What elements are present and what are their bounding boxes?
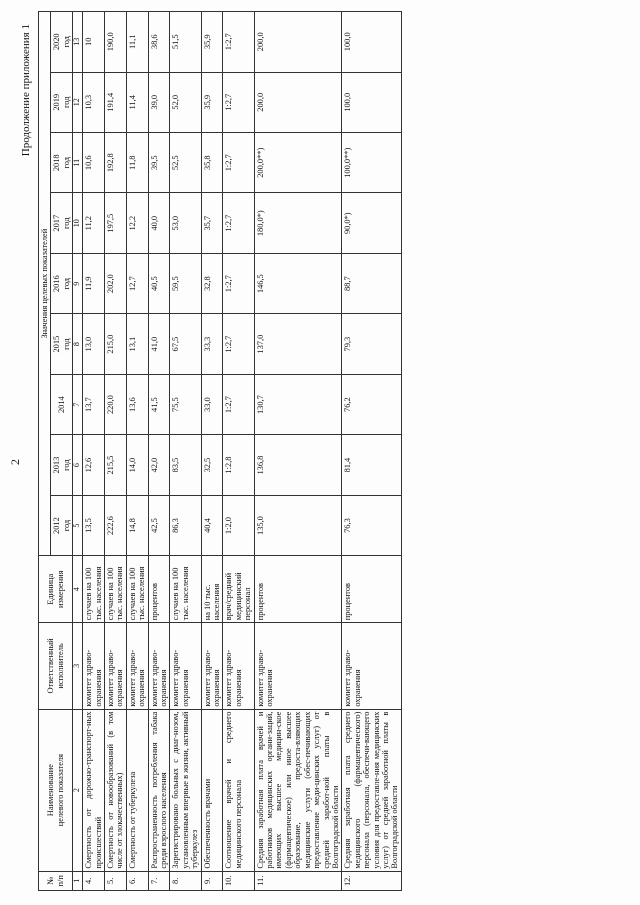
indicator-value: 83,5 <box>170 435 201 495</box>
column-number: 13 <box>73 12 83 73</box>
header-values-group: Значения целевых показателей <box>39 12 51 556</box>
indicator-value: 11,1 <box>126 12 148 73</box>
indicator-value: 137,0 <box>254 314 342 374</box>
indicator-value: 190,0 <box>104 12 126 73</box>
table-row <box>104 12 126 891</box>
executor: комитет здраво-охранения <box>170 623 201 709</box>
row-number: 4. <box>83 871 105 890</box>
indicator-value: 191,4 <box>104 72 126 132</box>
column-number: 12 <box>73 72 83 132</box>
indicator-value: 13,6 <box>126 374 148 434</box>
indicator-value: 1:2,7 <box>223 193 254 253</box>
indicator-value: 76,3 <box>342 495 401 555</box>
executor: комитет здраво-охранения <box>342 623 401 709</box>
indicator-value: 10,6 <box>83 133 105 193</box>
executor: комитет здраво-охранения <box>83 623 105 709</box>
row-number: 10. <box>223 871 254 890</box>
executor: комитет здраво-охранения <box>104 623 126 709</box>
header-name: Наименование целевого показателя <box>39 709 73 871</box>
indicator-value: 200,0 <box>254 12 342 73</box>
header-year: 2012 год <box>51 495 73 555</box>
row-number: 6. <box>126 871 148 890</box>
indicator-name: Смертность от туберкулеза <box>126 709 148 871</box>
indicator-value: 42,0 <box>148 435 170 495</box>
unit: случаев на 100 тыс. населения <box>83 556 105 623</box>
indicator-name: Зарегистрировано больных с диаг-нозом, установленным впервые в жизни, активный туберкулез <box>170 709 201 871</box>
row-number: 9. <box>201 871 223 890</box>
header-num: № п/п <box>39 871 73 890</box>
executor: комитет здраво-охранения <box>201 623 223 709</box>
indicator-value: 1:2,7 <box>223 253 254 313</box>
indicator-value: 220,0 <box>104 374 126 434</box>
indicator-name: Средняя заработная плата врачей и работников медицинских органи-заций, имеющих высшее медицин-ское (фармацевтическое) или иное высшее образование, предоста-вляющих медицинские услуги (обес-печивающих предоставление меди-цинских услуг) от средней заработ-ной платы в Волгоградской области <box>254 709 342 871</box>
indicator-value: 53,0 <box>170 193 201 253</box>
indicator-value: 67,5 <box>170 314 201 374</box>
unit: случаев на 100 тыс. населения <box>170 556 201 623</box>
indicator-value: 40,4 <box>201 495 223 555</box>
indicator-value: 42,5 <box>148 495 170 555</box>
header-executor: Ответственный исполнитель <box>39 623 73 709</box>
executor: комитет здраво-охранения <box>126 623 148 709</box>
table-row <box>148 12 170 891</box>
indicator-value: 11,2 <box>83 193 105 253</box>
table-row <box>254 12 342 891</box>
indicator-value: 202,0 <box>104 253 126 313</box>
indicator-value: 13,1 <box>126 314 148 374</box>
table-row <box>201 12 223 891</box>
column-number: 5 <box>73 495 83 555</box>
indicator-value: 35,8 <box>201 133 223 193</box>
unit: врач/средний медицинский персонал <box>223 556 254 623</box>
indicator-value: 32,8 <box>201 253 223 313</box>
indicator-value: 12,7 <box>126 253 148 313</box>
indicator-value: 130,7 <box>254 374 342 434</box>
executor: комитет здраво-охранения <box>223 623 254 709</box>
column-number: 2 <box>73 709 83 871</box>
indicator-value: 39,5 <box>148 133 170 193</box>
indicator-value: 86,3 <box>170 495 201 555</box>
indicator-value: 180,0*) <box>254 193 342 253</box>
indicator-value: 13,5 <box>83 495 105 555</box>
indicator-value: 100,0 <box>342 72 401 132</box>
table-body <box>83 12 402 891</box>
indicator-value: 1:2,7 <box>223 314 254 374</box>
indicator-value: 35,7 <box>201 193 223 253</box>
header-year: 2020 год <box>51 12 73 73</box>
indicator-value: 11,4 <box>126 72 148 132</box>
column-number: 11 <box>73 133 83 193</box>
column-number: 7 <box>73 374 83 434</box>
column-number: 4 <box>73 556 83 623</box>
indicator-value: 35,9 <box>201 12 223 73</box>
indicator-value: 1:2,0 <box>223 495 254 555</box>
indicator-value: 215,5 <box>104 435 126 495</box>
unit: процентов <box>254 556 342 623</box>
indicator-value: 79,3 <box>342 314 401 374</box>
indicator-value: 40,0 <box>148 193 170 253</box>
indicator-name: Распространенность потребления табака среди взрослого населения <box>148 709 170 871</box>
unit: случаев на 100 тыс. населения <box>104 556 126 623</box>
indicator-value: 75,5 <box>170 374 201 434</box>
indicators-table <box>38 11 402 891</box>
header-row-1 <box>39 12 51 891</box>
indicator-value: 90,0*) <box>342 193 401 253</box>
header-year: 2017 год <box>51 193 73 253</box>
indicator-value: 35,9 <box>201 72 223 132</box>
indicator-value: 192,8 <box>104 133 126 193</box>
indicator-name: Средняя заработная плата среднего медицинского (фармацевтического) персонала (персонала, обеспечи-вающего условия для предоставле-ния медицинских услуг) от средней заработной платы в Волгоградской области <box>342 709 401 871</box>
column-number: 9 <box>73 253 83 313</box>
unit: процентов <box>148 556 170 623</box>
indicator-value: 11,8 <box>126 133 148 193</box>
indicator-value: 81,4 <box>342 435 401 495</box>
indicator-value: 14,0 <box>126 435 148 495</box>
header-unit: Единица измерения <box>39 556 73 623</box>
indicator-value: 52,5 <box>170 133 201 193</box>
indicator-value: 39,0 <box>148 72 170 132</box>
indicator-value: 10 <box>83 12 105 73</box>
page-number: 2 <box>8 459 22 465</box>
column-number: 8 <box>73 314 83 374</box>
indicator-value: 1:2,7 <box>223 72 254 132</box>
indicator-value: 76,2 <box>342 374 401 434</box>
indicator-value: 1:2,7 <box>223 12 254 73</box>
table-row <box>126 12 148 891</box>
indicator-value: 41,0 <box>148 314 170 374</box>
indicator-value: 32,5 <box>201 435 223 495</box>
header-year: 2016 год <box>51 253 73 313</box>
unit: случаев на 100 тыс. населения <box>126 556 148 623</box>
indicator-value: 135,0 <box>254 495 342 555</box>
indicator-value: 38,6 <box>148 12 170 73</box>
unit: процентов <box>342 556 401 623</box>
table-row <box>223 12 254 891</box>
row-number: 12. <box>342 871 401 890</box>
indicator-name: Обеспеченность врачами <box>201 709 223 871</box>
header-year: 2019 год <box>51 72 73 132</box>
column-number: 3 <box>73 623 83 709</box>
column-numbers-row <box>73 12 83 891</box>
column-number: 6 <box>73 435 83 495</box>
indicator-value: 222,6 <box>104 495 126 555</box>
indicator-value: 200,0**) <box>254 133 342 193</box>
indicator-value: 12,2 <box>126 193 148 253</box>
column-number: 10 <box>73 193 83 253</box>
indicator-value: 59,5 <box>170 253 201 313</box>
row-number: 11. <box>254 871 342 890</box>
indicator-value: 146,5 <box>254 253 342 313</box>
indicator-name: Смертность от новообразований (в том числе от злокачественных) <box>104 709 126 871</box>
indicator-value: 100,0 <box>342 12 401 73</box>
indicator-value: 13,0 <box>83 314 105 374</box>
indicator-value: 200,0 <box>254 72 342 132</box>
indicator-value: 33,0 <box>201 374 223 434</box>
row-number: 8. <box>170 871 201 890</box>
table-row <box>170 12 201 891</box>
indicator-value: 215,0 <box>104 314 126 374</box>
indicator-value: 51,5 <box>170 12 201 73</box>
indicator-value: 1:2,7 <box>223 374 254 434</box>
header-year: 2013 год <box>51 435 73 495</box>
indicator-value: 1:2,8 <box>223 435 254 495</box>
row-number: 5. <box>104 871 126 890</box>
table-row <box>342 12 401 891</box>
indicator-value: 40,5 <box>148 253 170 313</box>
indicator-value: 33,3 <box>201 314 223 374</box>
unit: на 10 тыс. населения <box>201 556 223 623</box>
header-year: 2014 <box>51 374 73 434</box>
executor: комитет здраво-охранения <box>148 623 170 709</box>
indicator-value: 10,3 <box>83 72 105 132</box>
header-year: 2015 год <box>51 314 73 374</box>
indicator-name: Смертность от дорожно-транспорт-ных происшествий <box>83 709 105 871</box>
header-year: 2018 год <box>51 133 73 193</box>
indicator-value: 52,0 <box>170 72 201 132</box>
executor: комитет здраво-охранения <box>254 623 342 709</box>
indicator-name: Соотношение врачей и среднего медицинского персонала <box>223 709 254 871</box>
appendix-caption: Продолжение приложения 1 <box>20 24 32 157</box>
indicator-value: 136,8 <box>254 435 342 495</box>
row-number: 7. <box>148 871 170 890</box>
indicator-value: 11,9 <box>83 253 105 313</box>
indicator-value: 12,6 <box>83 435 105 495</box>
indicator-value: 14,8 <box>126 495 148 555</box>
indicator-value: 1:2,7 <box>223 133 254 193</box>
indicator-value: 13,7 <box>83 374 105 434</box>
indicator-value: 88,7 <box>342 253 401 313</box>
column-number: 1 <box>73 871 83 890</box>
indicator-value: 100,0**) <box>342 133 401 193</box>
indicator-value: 41,5 <box>148 374 170 434</box>
indicator-value: 197,5 <box>104 193 126 253</box>
table-row <box>83 12 105 891</box>
